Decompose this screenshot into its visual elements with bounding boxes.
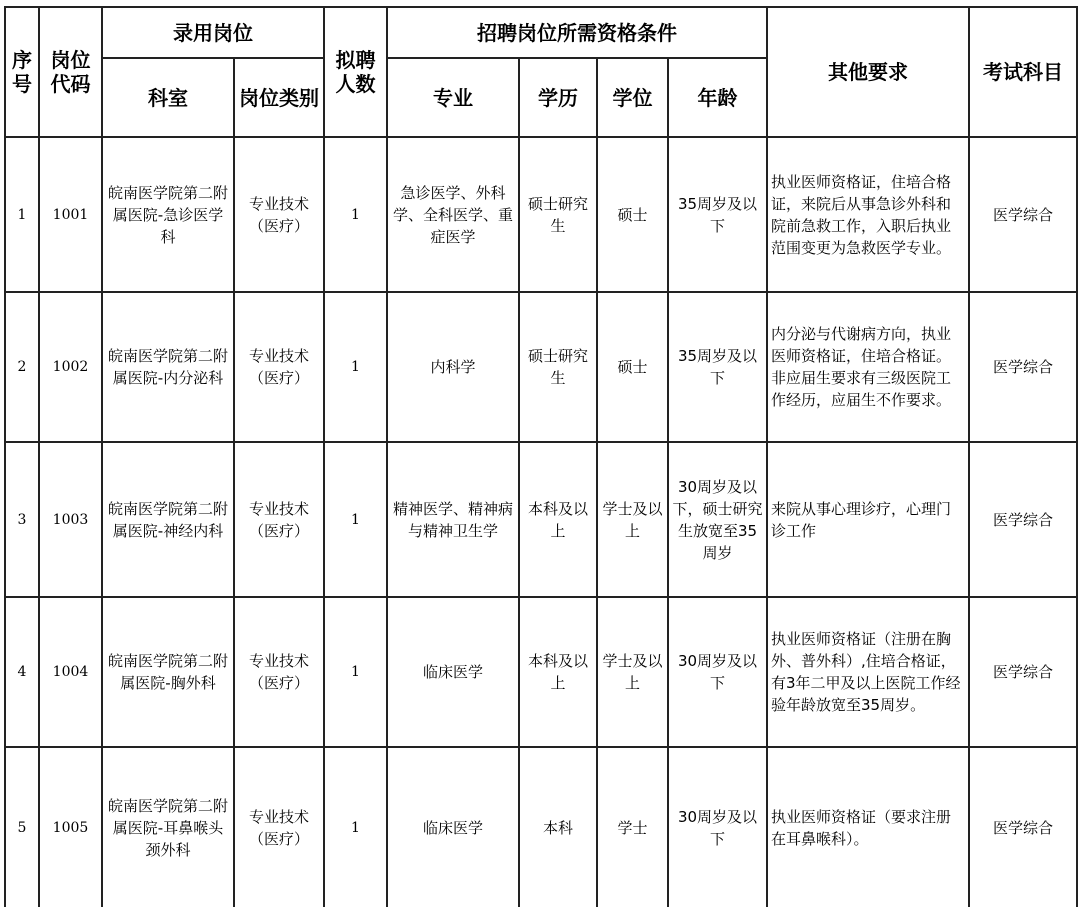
- cell-code: 1003: [39, 442, 102, 597]
- cell-other: 执业医师资格证（要求注册在耳鼻喉科）。: [767, 747, 969, 907]
- cell-exam: 医学综合: [969, 292, 1077, 442]
- cell-exam: 医学综合: [969, 137, 1077, 292]
- cell-other: 内分泌与代谢病方向，执业医师资格证，住培合格证。非应届生要求有三级医院工作经历，应届生不作要求。: [767, 292, 969, 442]
- cell-code: 1001: [39, 137, 102, 292]
- header-category: 岗位类别: [234, 58, 324, 137]
- header-age: 年龄: [668, 58, 767, 137]
- cell-count: 1: [324, 442, 387, 597]
- cell-major: 临床医学: [387, 597, 519, 747]
- cell-dept: 皖南医学院第二附属医院-急诊医学科: [102, 137, 234, 292]
- cell-seq: 2: [5, 292, 39, 442]
- cell-other: 来院从事心理诊疗，心理门诊工作: [767, 442, 969, 597]
- cell-other: 执业医师资格证（注册在胸外、普外科）,住培合格证，有3年二甲及以上医院工作经验年龄放宽至35周岁。: [767, 597, 969, 747]
- cell-code: 1005: [39, 747, 102, 907]
- cell-other: 执业医师资格证，住培合格证，来院后从事急诊外科和院前急救工作，入职后执业范围变更为急救医学专业。: [767, 137, 969, 292]
- cell-category: 专业技术（医疗）: [234, 292, 324, 442]
- cell-education: 硕士研究生: [519, 137, 597, 292]
- cell-age: 30周岁及以下: [668, 597, 767, 747]
- cell-major: 内科学: [387, 292, 519, 442]
- cell-degree: 学士及以上: [597, 442, 668, 597]
- cell-education: 本科: [519, 747, 597, 907]
- cell-code: 1002: [39, 292, 102, 442]
- header-education: 学历: [519, 58, 597, 137]
- cell-education: 本科及以上: [519, 597, 597, 747]
- cell-age: 30周岁及以下: [668, 747, 767, 907]
- cell-count: 1: [324, 137, 387, 292]
- cell-category: 专业技术（医疗）: [234, 442, 324, 597]
- header-hire-post: 录用岗位: [102, 7, 324, 58]
- header-exam: 考试科目: [969, 7, 1077, 137]
- header-degree: 学位: [597, 58, 668, 137]
- cell-dept: 皖南医学院第二附属医院-内分泌科: [102, 292, 234, 442]
- cell-exam: 医学综合: [969, 597, 1077, 747]
- recruitment-table: [4, 6, 1078, 907]
- cell-category: 专业技术（医疗）: [234, 137, 324, 292]
- cell-dept: 皖南医学院第二附属医院-胸外科: [102, 597, 234, 747]
- table-row: [5, 747, 1077, 907]
- cell-seq: 5: [5, 747, 39, 907]
- table-row: [5, 597, 1077, 747]
- cell-count: 1: [324, 292, 387, 442]
- cell-exam: 医学综合: [969, 747, 1077, 907]
- header-count: 拟聘人数: [324, 7, 387, 137]
- cell-degree: 学士及以上: [597, 597, 668, 747]
- cell-category: 专业技术（医疗）: [234, 747, 324, 907]
- cell-major: 临床医学: [387, 747, 519, 907]
- cell-exam: 医学综合: [969, 442, 1077, 597]
- cell-age: 35周岁及以下: [668, 137, 767, 292]
- cell-code: 1004: [39, 597, 102, 747]
- header-other: 其他要求: [767, 7, 969, 137]
- cell-count: 1: [324, 747, 387, 907]
- cell-education: 硕士研究生: [519, 292, 597, 442]
- cell-count: 1: [324, 597, 387, 747]
- cell-major: 精神医学、精神病与精神卫生学: [387, 442, 519, 597]
- cell-seq: 1: [5, 137, 39, 292]
- cell-category: 专业技术（医疗）: [234, 597, 324, 747]
- cell-degree: 硕士: [597, 137, 668, 292]
- header-seq: 序号: [5, 7, 39, 137]
- cell-dept: 皖南医学院第二附属医院-耳鼻喉头颈外科: [102, 747, 234, 907]
- header-dept: 科室: [102, 58, 234, 137]
- cell-age: 35周岁及以下: [668, 292, 767, 442]
- cell-major: 急诊医学、外科学、全科医学、重症医学: [387, 137, 519, 292]
- table-row: [5, 292, 1077, 442]
- header-qualifications: 招聘岗位所需资格条件: [387, 7, 767, 58]
- cell-degree: 硕士: [597, 292, 668, 442]
- cell-dept: 皖南医学院第二附属医院-神经内科: [102, 442, 234, 597]
- cell-education: 本科及以上: [519, 442, 597, 597]
- header-code: 岗位代码: [39, 7, 102, 137]
- header-major: 专业: [387, 58, 519, 137]
- table-row: [5, 442, 1077, 597]
- cell-degree: 学士: [597, 747, 668, 907]
- cell-age: 30周岁及以下，硕士研究生放宽至35周岁: [668, 442, 767, 597]
- cell-seq: 3: [5, 442, 39, 597]
- table-row: [5, 137, 1077, 292]
- cell-seq: 4: [5, 597, 39, 747]
